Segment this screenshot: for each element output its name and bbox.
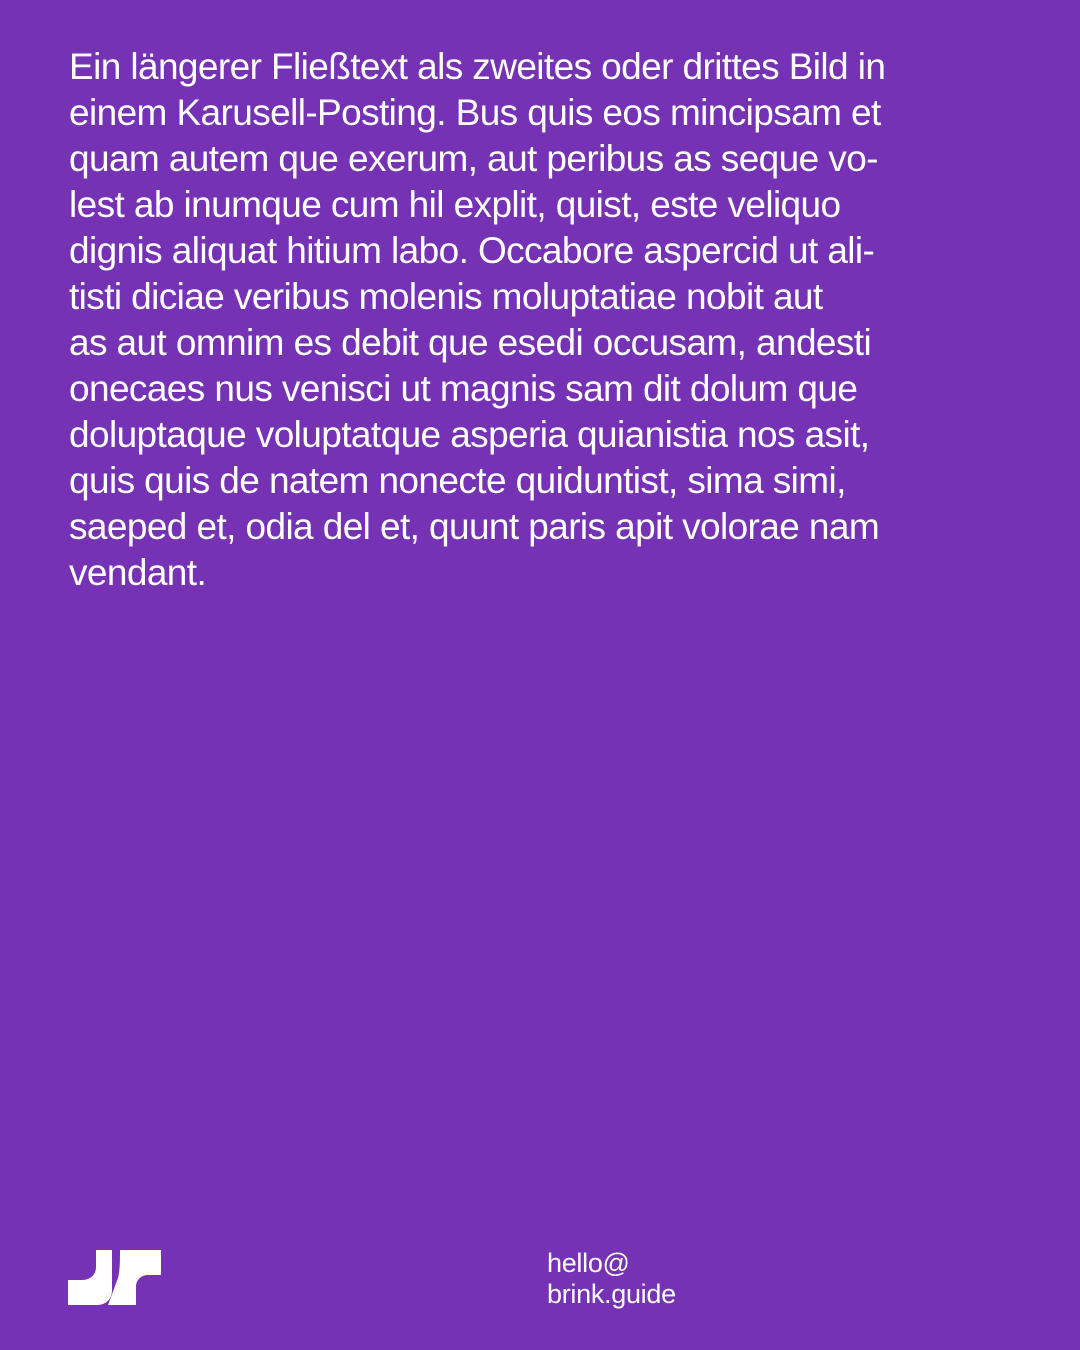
contact-email bbox=[547, 1248, 676, 1310]
brink-logo-icon bbox=[68, 1250, 161, 1305]
body-text-line: quis quis de natem nonecte quiduntist, sima simi, bbox=[69, 460, 846, 501]
body-text-line: lest ab inumque cum hil explit, quist, este veliquo bbox=[69, 184, 841, 225]
body-text-line: onecaes nus venisci ut magnis sam dit dolum que bbox=[69, 368, 858, 409]
body-text-line: Ein längerer Fließtext als zweites oder drittes Bild in bbox=[69, 46, 886, 87]
body-text-line: vendant. bbox=[69, 552, 207, 593]
body-text-line: quam autem que exerum, aut peribus as seque vo- bbox=[69, 138, 878, 179]
contact-line: brink.guide bbox=[547, 1279, 676, 1309]
body-text-line: doluptaque voluptatque asperia quianistia nos asit, bbox=[69, 414, 870, 455]
body-text-line: saeped et, odia del et, quunt paris apit volorae nam bbox=[69, 506, 880, 547]
body-text-line: einem Karusell-Posting. Bus quis eos mincipsam et bbox=[69, 92, 881, 133]
body-text bbox=[69, 44, 1009, 596]
contact-line: hello@ bbox=[547, 1248, 630, 1278]
body-text-line: as aut omnim es debit que esedi occusam, andesti bbox=[69, 322, 872, 363]
body-text-line: tisti diciae veribus molenis moluptatiae nobit aut bbox=[69, 276, 823, 317]
body-text-line: dignis aliquat hitium labo. Occabore aspercid ut ali- bbox=[69, 230, 875, 271]
